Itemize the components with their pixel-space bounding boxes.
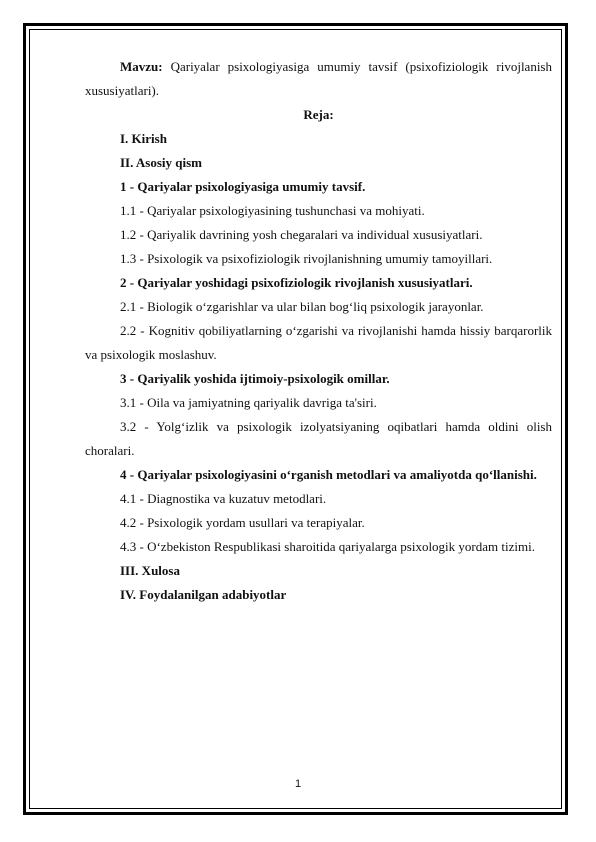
plan-item: 1.1 - Qariyalar psixologiyasining tushunchasi va mohiyati. bbox=[120, 203, 425, 218]
plan-item: 4.2 - Psixologik yordam usullari va terapiyalar. bbox=[120, 515, 365, 530]
plan-item: 1.2 - Qariyalik davrining yosh chegaralari va individual xususiyatlari. bbox=[120, 227, 483, 242]
plan-item: 1 - Qariyalar psixologiyasiga umumiy tavsif. bbox=[120, 179, 366, 194]
plan-item: IV. Foydalanilgan adabiyotlar bbox=[120, 587, 287, 602]
plan-item: II. Asosiy qism bbox=[120, 155, 202, 170]
plan-item: 3.1 - Oila va jamiyatning qariyalik davriga ta'siri. bbox=[120, 395, 377, 410]
plan-item: 2.2 - Kognitiv qobiliyatlarning o‘zgarishi va rivojlanishi hamda hissiy barqarorlik va psixologik moslashuv. bbox=[85, 323, 552, 362]
plan-item: III. Xulosa bbox=[120, 563, 180, 578]
document-body bbox=[85, 55, 552, 607]
topic-text: Qariyalar psixologiyasiga umumiy tavsif (psixofiziologik rivojlanish xususiyatlari). bbox=[85, 59, 552, 98]
plan-heading: Reja: bbox=[303, 107, 334, 122]
page-number: 1 bbox=[294, 778, 302, 790]
plan-item: 1.3 - Psixologik va psixofiziologik rivojlanishning umumiy tamoyillari. bbox=[120, 251, 493, 266]
plan-item: 2.1 - Biologik o‘zgarishlar va ular bilan bog‘liq psixologik jarayonlar. bbox=[120, 299, 484, 314]
plan-item: 4.1 - Diagnostika va kuzatuv metodlari. bbox=[120, 491, 327, 506]
plan-item: 4.3 - O‘zbekiston Respublikasi sharoitida qariyalarga psixologik yordam tizimi. bbox=[120, 539, 535, 554]
topic-label: Mavzu: bbox=[120, 59, 163, 74]
plan-item: 3.2 - Yolg‘izlik va psixologik izolyatsiyaning oqibatlari hamda oldini olish choralari. bbox=[85, 419, 552, 458]
plan-item: 3 - Qariyalik yoshida ijtimoiy-psixologik omillar. bbox=[120, 371, 390, 386]
plan-item: I. Kirish bbox=[120, 131, 167, 146]
plan-item: 2 - Qariyalar yoshidagi psixofiziologik rivojlanish xususiyatlari. bbox=[120, 275, 473, 290]
plan-item: 4 - Qariyalar psixologiyasini o‘rganish metodlari va amaliyotda qo‘llanishi. bbox=[120, 467, 537, 482]
topic-paragraph bbox=[85, 55, 552, 103]
